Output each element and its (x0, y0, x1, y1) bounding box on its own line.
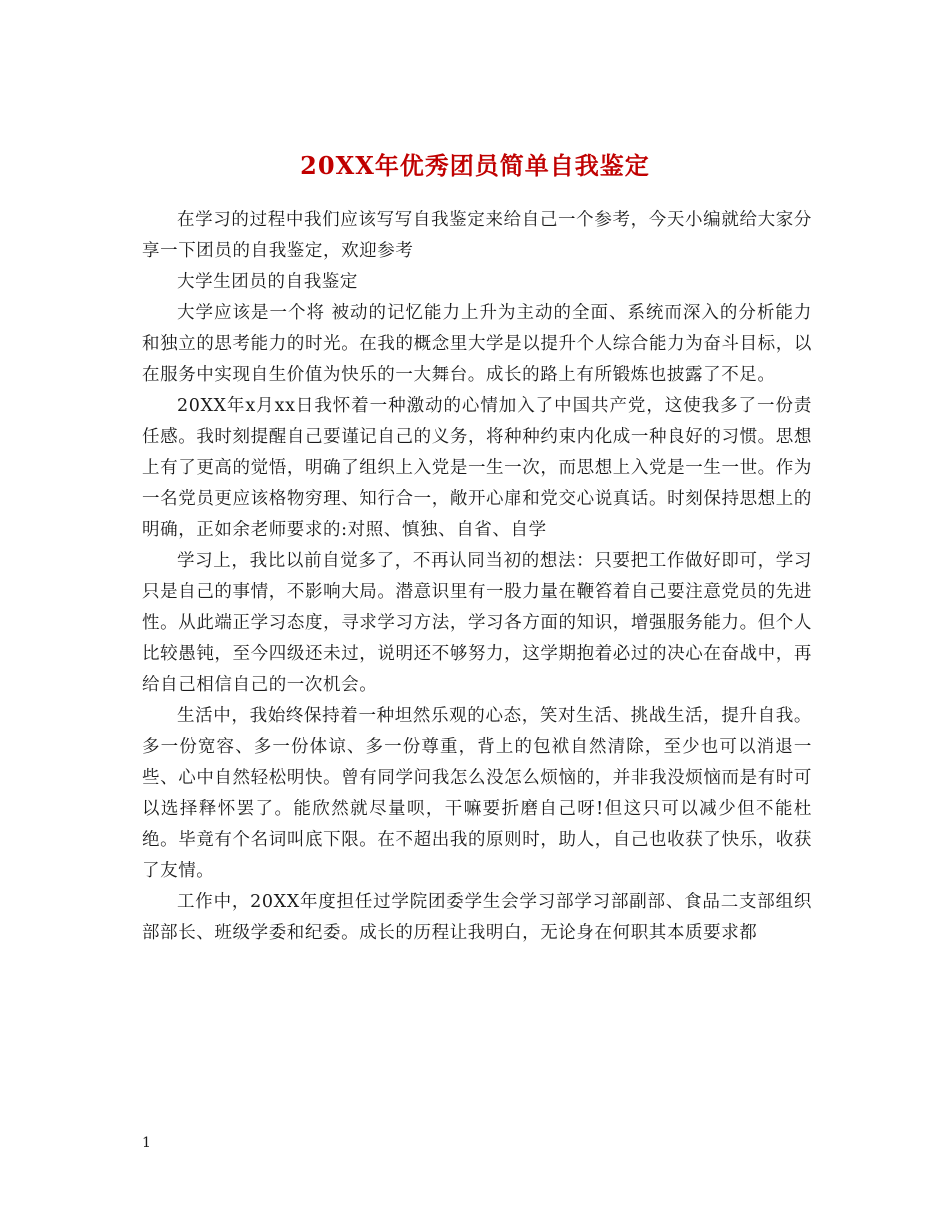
body-paragraph: 大学应该是一个将 被动的记忆能力上升为主动的全面、系统而深入的分析能力和独立的思考能力的时光。在我的概念里大学是以提升个人综合能力为奋斗目标，以在服务中实现自生价值为快乐的一大舞台。成长的路上有所锻炼也披露了不足。 (142, 303, 812, 385)
intro-paragraph: 在学习的过程中我们应该写写自我鉴定来给自己一个参考，今天小编就给大家分享一下团员的自我鉴定，欢迎参考 (142, 210, 812, 261)
document-title: 20XX年优秀团员简单自我鉴定 (300, 151, 650, 181)
body-paragraph: 学习上，我比以前自觉多了，不再认同当初的想法：只要把工作做好即可，学习只是自己的事情，不影响大局。潜意识里有一股力量在鞭笞着自己要注意党员的先进性。从此端正学习态度，寻求学习方法，学习各方面的知识，增强服务能力。但个人比较愚钝，至今四级还未过，说明还不够努力，这学期抱着必过的决心在奋战中，再给自己相信自己的一次机会。 (142, 551, 812, 695)
section-heading: 大学生团员的自我鉴定 (177, 272, 358, 292)
body-paragraph: 20XX年x月xx日我怀着一种激动的心情加入了中国共产党，这使我多了一份责任感。我时刻提醒自己要谨记自己的义务，将种种约束内化成一种良好的习惯。思想上有了更高的觉悟，明确了组织上入党是一生一次，而思想上入党是一生一世。作为一名党员更应该格物穷理、知行合一，敞开心扉和党交心说真话。时刻保持思想上的明确，正如余老师要求的:对照、慎独、自省、自学 (142, 396, 812, 540)
body-paragraph: 生活中，我始终保持着一种坦然乐观的心态，笑对生活、挑战生活，提升自我。多一份宽容、多一份体谅、多一份尊重，背上的包袱自然清除，至少也可以消退一些、心中自然轻松明快。曾有同学问我怎么没怎么烦恼的，并非我没烦恼而是有时可以选择释怀罢了。能欣然就尽量呗，干嘛要折磨自己呀!但这只可以减少但不能杜绝。毕竟有个名词叫底下限。在不超出我的原则时，助人，自己也收获了快乐，收获了友情。 (142, 706, 812, 881)
page-number: 1 (142, 1135, 151, 1151)
document-body (142, 205, 812, 949)
body-paragraph: 工作中，20XX年度担任过学院团委学生会学习部学习部副部、食品二支部组织部部长、班级学委和纪委。成长的历程让我明白，无论身在何职其本质要求都 (142, 892, 812, 943)
